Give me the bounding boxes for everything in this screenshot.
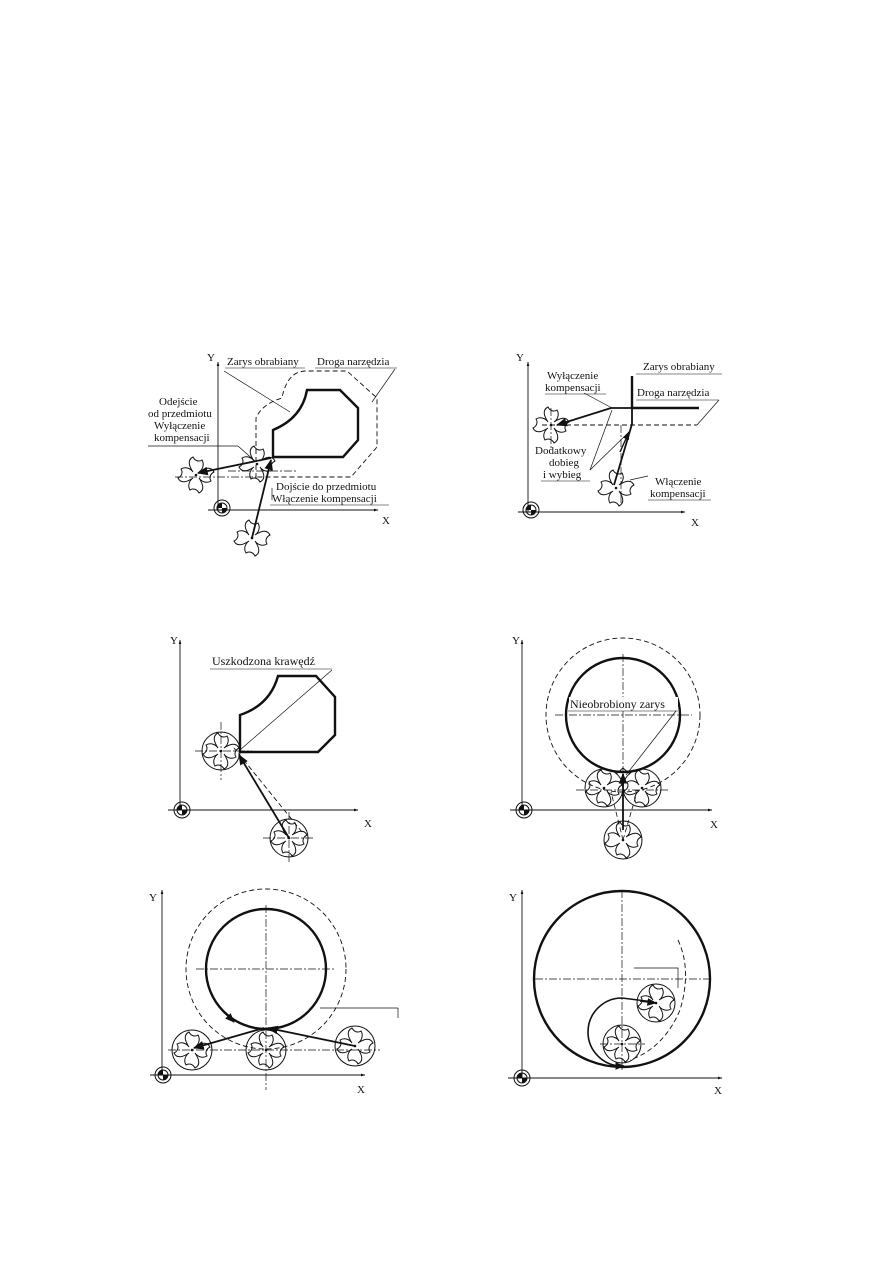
workpiece-contour bbox=[273, 390, 358, 457]
axis-system-4 bbox=[510, 635, 718, 831]
label-wlaczenie-kompensacji: Włączenie kompensacji bbox=[272, 493, 377, 505]
label-kompensacji: kompensacji bbox=[545, 382, 601, 394]
figure-3-damaged-edge bbox=[168, 635, 372, 862]
workpiece-contour bbox=[240, 676, 335, 752]
y-axis-label: Y bbox=[516, 352, 524, 364]
label-zarys-obrabiany: Zarys obrabiany bbox=[227, 356, 299, 368]
figure-2-extra-run-in-out bbox=[516, 352, 722, 529]
label-kompensacji: kompensacji bbox=[154, 432, 210, 444]
cutter-right bbox=[624, 770, 660, 806]
x-axis-label: X bbox=[382, 515, 390, 527]
cutter-left bbox=[586, 770, 622, 806]
figure-6-internal-circle bbox=[508, 890, 722, 1097]
label-wylaczenie: Wyłączenie bbox=[547, 370, 599, 382]
origin-symbol bbox=[523, 502, 539, 518]
figure-4-unmachined-contour bbox=[510, 635, 718, 859]
y-axis-label: Y bbox=[149, 892, 157, 904]
label-droga-narzedzia: Droga narzędzia bbox=[317, 356, 390, 368]
label-zarys-obrabiany: Zarys obrabiany bbox=[643, 361, 715, 373]
label-i-wybieg: i wybieg bbox=[543, 469, 582, 481]
cutter-retract bbox=[178, 457, 214, 493]
label-nieobrobiony-zarys: Nieobrobiony zarys bbox=[570, 697, 665, 711]
label-wlaczenie: Włączenie bbox=[655, 476, 702, 488]
label-wlaczenie-kompensacji: kompensacji bbox=[650, 488, 706, 500]
x-axis-label: X bbox=[357, 1084, 365, 1096]
label-dojscie: Dojście do przedmiotu bbox=[276, 481, 377, 493]
origin-symbol bbox=[214, 500, 230, 516]
label-od-przedmiotu: od przedmiotu bbox=[148, 408, 212, 420]
approach-arrow bbox=[252, 460, 271, 538]
label-droga-narzedzia: Droga narzędzia bbox=[637, 387, 710, 399]
y-axis-label: Y bbox=[512, 635, 520, 647]
y-axis-label: Y bbox=[207, 352, 215, 364]
x-axis-label: X bbox=[710, 819, 718, 831]
x-axis-label: X bbox=[714, 1085, 722, 1097]
approach-arrow bbox=[239, 755, 289, 838]
label-odejscie: Odejście bbox=[159, 396, 198, 408]
x-axis-label: X bbox=[364, 818, 372, 830]
figure-5-circle-tangent-approach bbox=[149, 889, 398, 1096]
retract-arrow bbox=[194, 1028, 264, 1048]
approach-arc-arrow bbox=[588, 998, 654, 1066]
label-wylaczenie: Wyłączenie bbox=[154, 420, 206, 432]
label-dodatkowy: Dodatkowy bbox=[535, 445, 587, 457]
label-uszkodzona-krawedz: Uszkodzona krawędź bbox=[212, 654, 315, 668]
axis-system-5 bbox=[149, 890, 365, 1096]
figure-1-approach-and-retract bbox=[148, 352, 397, 556]
x-axis-label: X bbox=[691, 517, 699, 529]
y-axis-label: Y bbox=[509, 892, 517, 904]
label-dobieg: dobieg bbox=[549, 457, 579, 469]
axis-system-2 bbox=[516, 352, 699, 529]
y-axis-label: Y bbox=[170, 635, 178, 647]
